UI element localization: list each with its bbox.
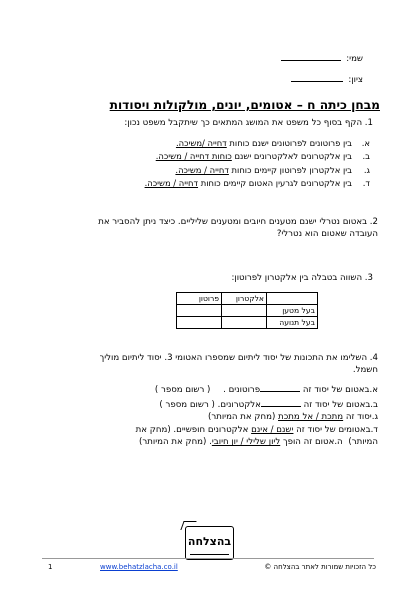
exam-title: מבחן כיתה ח – אטומים, יונים, מולקולות ויסודות xyxy=(109,98,380,112)
table-row xyxy=(177,317,318,329)
table-row-label: בעל תנועה xyxy=(267,317,318,329)
question-1 xyxy=(43,117,373,129)
grade-blank[interactable] xyxy=(291,72,343,82)
table-answer-cell[interactable] xyxy=(222,317,267,329)
q4-e-choice[interactable]: ליון שלילי / יון חיובי xyxy=(211,437,281,448)
q4-b-blank[interactable] xyxy=(261,397,301,407)
q1-option-b: ב.בין אלקטרונים לאלקטרונים ישנם כוחות דחייה / משיכה. xyxy=(155,151,370,162)
footer-divider xyxy=(42,558,374,559)
q4-part-e: המיותר) ה.אטום זה הופך ליון שלילי / יון חיובי. (מחק את המיותר) xyxy=(139,437,378,448)
q4-part-a: א.באטום של יסוד זה פרוטונים . ( רשום מספר ) xyxy=(136,382,378,397)
name-label: שמי: xyxy=(346,54,363,64)
table-header-cell: פרוטון xyxy=(177,293,222,305)
table-header-cell xyxy=(267,293,318,305)
logo-underline xyxy=(190,554,229,555)
table-row-label: בעל מטען xyxy=(267,305,318,317)
table-answer-cell[interactable] xyxy=(177,317,222,329)
table-answer-cell[interactable] xyxy=(177,305,222,317)
q1-option-c: ג.בין אלקטרון לפרוטון קיימים כוחות דחייה / משיכה. xyxy=(175,164,370,175)
question-4 xyxy=(38,352,378,376)
logo-notch-shape xyxy=(180,521,196,530)
table-row xyxy=(177,305,318,317)
name-field[interactable] xyxy=(281,51,363,64)
table-header-cell: אלקטרון xyxy=(222,293,267,305)
q1-option-a-answer[interactable]: דחייה /משיכה. xyxy=(175,138,227,148)
q1-number: 1. xyxy=(364,118,373,128)
comparison-table xyxy=(176,292,318,329)
question-2 xyxy=(38,216,378,240)
behatzlacha-logo xyxy=(185,526,234,560)
q2-line2: העובדה שאטום הוא נטרלי? xyxy=(276,229,378,239)
q2-line1: באטום נטרלי ישנם מטענים חיובים ומטענים שליליים. כיצד ניתן להסביר את xyxy=(98,217,368,227)
grade-field[interactable] xyxy=(291,72,363,85)
footer-website-link[interactable]: www.behatzlacha.co.il xyxy=(100,563,178,571)
q4-part-d: ד.באטומים של יסוד זה ישנם / אינם אלקטרונים חופשיים. (מחק את xyxy=(135,424,378,435)
question-3 xyxy=(43,272,373,284)
q4-parts xyxy=(136,382,378,449)
q4-c-choice[interactable]: מתכת / אל מתכת xyxy=(278,412,344,423)
q4-d-choice[interactable]: ישנם / אינם xyxy=(251,424,294,435)
table-answer-cell[interactable] xyxy=(222,305,267,317)
q2-number: 2. xyxy=(369,217,378,227)
grade-label: ציון: xyxy=(348,75,363,85)
q1-option-b-answer[interactable]: כוחות דחייה / משיכה. xyxy=(155,151,232,162)
q4-number: 4. xyxy=(369,353,378,363)
logo-text: בהצלחה xyxy=(187,535,232,548)
q4-a-blank[interactable] xyxy=(260,382,300,392)
name-blank[interactable] xyxy=(281,51,341,61)
q1-text: הקף בסוף כל משפט את המושג המתאים כך שיתקבל משפט נכון: xyxy=(124,118,363,128)
q1-option-a: א.בין פרוטונים לפרוטונים ישנם כוחות דחייה /משיכה. xyxy=(175,138,370,148)
q1-option-d-answer[interactable]: דחייה / משיכה. xyxy=(144,177,199,188)
q4-part-b: ב.באטום של יסוד זה אלקטרונים. ( רשום מספר ) xyxy=(136,397,378,412)
q3-text: השווה בטבלה בין אלקטרון לפרוטון: xyxy=(231,273,363,283)
footer-copyright: כל הזכויות שמורות לאתר בהצלחה © xyxy=(264,563,376,571)
q3-number: 3. xyxy=(364,273,373,283)
footer-page-number: 1 xyxy=(48,563,53,571)
q4-part-c: ג.יסוד זה מתכת / אל מתכת (מחק את המיותר) xyxy=(207,412,378,423)
q1-options xyxy=(70,137,370,190)
table-header-row xyxy=(177,293,318,305)
q1-option-c-answer[interactable]: דחייה / משיכה. xyxy=(175,164,229,175)
q4-line1: השלימו את התכונות של יסוד ליתיום שמספרו האטומי 3. יסוד ליתיום מוליך xyxy=(99,353,368,363)
q4-line2: חשמל. xyxy=(352,365,378,375)
q1-option-d: ד.בין אלקטרונים לגרעין האטום קיימים כוחות דחייה / משיכה. xyxy=(144,177,370,188)
